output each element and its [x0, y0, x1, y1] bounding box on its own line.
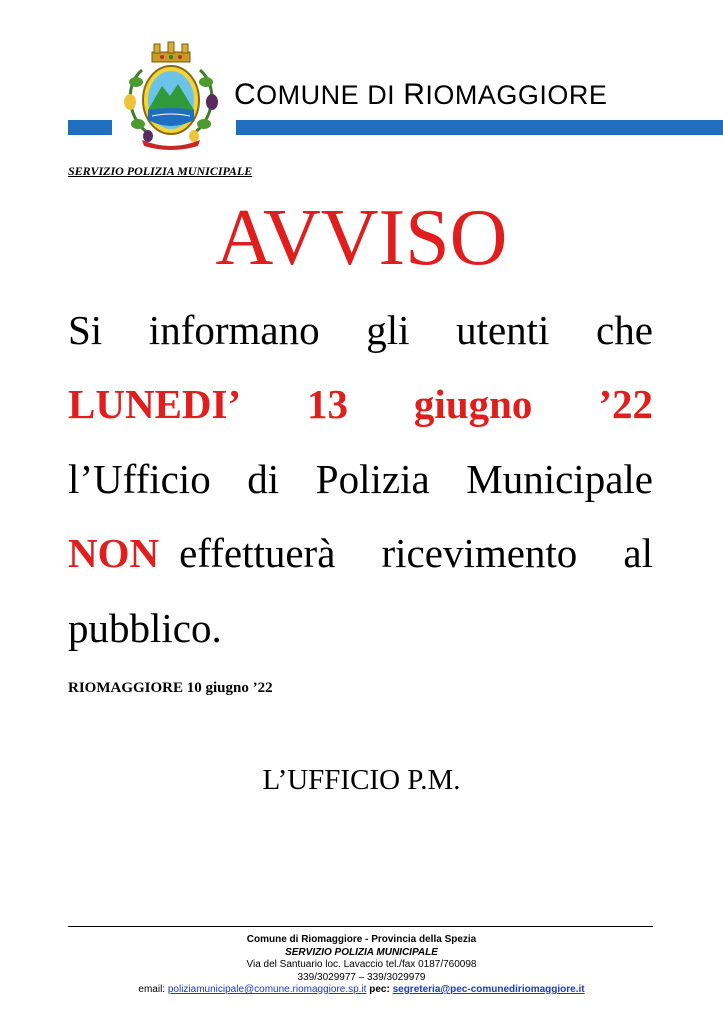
word: Polizia — [315, 456, 430, 502]
notice-date-line — [68, 381, 653, 427]
word: utenti — [456, 307, 550, 353]
word: al — [623, 530, 653, 576]
footer-municipality: Comune di Riomaggiore - Provincia della Spezia — [246, 934, 477, 945]
town-word-1: OMUNE — [256, 80, 360, 110]
footer — [0, 934, 723, 997]
word: che — [596, 307, 653, 353]
word: Si — [68, 307, 103, 353]
pec-label: pec: — [369, 984, 390, 995]
notice-title: AVVISO — [215, 194, 508, 282]
year: ’22 — [598, 381, 653, 427]
notice-line-1 — [68, 307, 653, 353]
footer-contacts — [0, 984, 723, 997]
town-initial-2: R — [403, 78, 426, 111]
footer-address: Via del Santuario loc. Lavaccio tel./fax 0187/760098 — [246, 959, 477, 970]
weekday: LUNEDI’ — [68, 381, 242, 427]
header-band-right — [236, 120, 723, 135]
word: effettuerà — [179, 530, 336, 576]
word: di — [247, 456, 280, 502]
negation-word: NON — [68, 530, 160, 576]
town-initial-1: C — [234, 78, 257, 111]
service-header: SERVIZIO POLIZIA MUNICIPALE — [68, 164, 253, 178]
municipality-name — [234, 78, 607, 112]
header-band-left — [68, 120, 112, 135]
notice-line-5: pubblico. — [68, 605, 222, 651]
notice-line-3 — [68, 456, 653, 502]
footer-divider — [68, 926, 653, 927]
month: giugno — [413, 381, 533, 427]
place-and-date: RIOMAGGIORE 10 giugno ’22 — [68, 680, 273, 696]
footer-service: SERVIZIO POLIZIA MUNICIPALE — [285, 946, 438, 958]
town-word-2: DI — [367, 80, 396, 110]
email-label: email: — [138, 984, 166, 995]
email-link[interactable]: poliziamunicipale@comune.riomaggiore.sp.it — [167, 984, 367, 995]
coat-of-arms-logo — [112, 40, 230, 152]
word: l’Ufficio — [68, 456, 211, 502]
signature: L’UFFICIO P.M. — [262, 764, 461, 796]
town-word-3: IOMAGGIORE — [425, 80, 608, 110]
footer-phones: 339/3029977 – 339/3029979 — [297, 971, 426, 983]
word: gli — [366, 307, 410, 353]
notice-line-4 — [68, 530, 653, 576]
word: Municipale — [466, 456, 653, 502]
word: ricevimento — [381, 530, 578, 576]
crown-icon — [152, 42, 190, 62]
word: informano — [148, 307, 320, 353]
pec-link[interactable]: segreteria@pec-comunediriomaggiore.it — [392, 984, 585, 995]
day: 13 — [307, 381, 349, 427]
